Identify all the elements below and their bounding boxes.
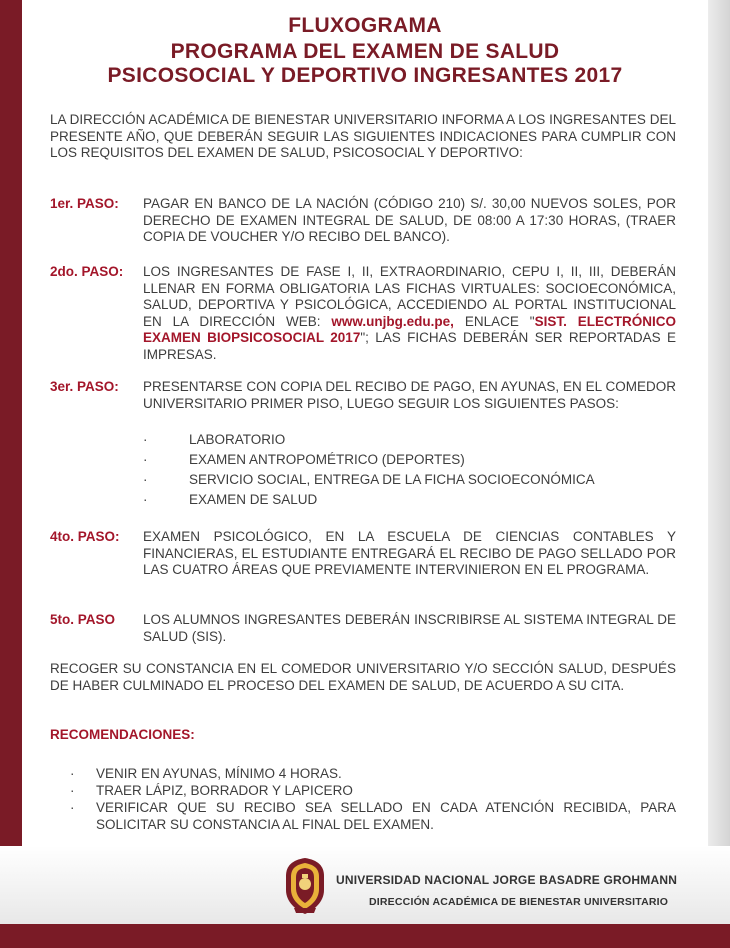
- step-2-text-a: LOS INGRESANTES DE FASE I, II, EXTRAORDINARIO, CEPU I, II, III, DEBERÁN LLENAR EN FORMA OBLIGATORIA LAS FICHAS VIRTUALES: SOCIOECONÓMICA, SALUD, DEPORTIVA Y PSICOLÓGICA, ACCEDIENDO AL PORTAL INSTITUCIONAL EN LA DIRECCIÓN WEB:: [143, 264, 676, 329]
- step-1-label: 1er. PASO:: [50, 196, 119, 211]
- step-4-label: 4to. PASO:: [50, 529, 120, 544]
- list-item: · TRAER LÁPIZ, BORRADOR Y LAPICERO: [70, 783, 353, 798]
- step-3-label: 3er. PASO:: [50, 379, 119, 394]
- step-1-text: PAGAR EN BANCO DE LA NACIÓN (CÓDIGO 210) S/. 30,00 NUEVOS SOLES, POR DERECHO DE EXAMEN INTEGRAL DE SALUD, DE 08:00 A 17:30 HORAS, (TRAER COPIA DE VOUCHER Y/O RECIBO DEL BANCO).: [143, 196, 676, 244]
- step-3-text: PRESENTARSE CON COPIA DEL RECIBO DE PAGO, EN AYUNAS, EN EL COMEDOR UNIVERSITARIO PRIMER PISO, LUEGO SEGUIR LOS SIGUIENTES PASOS:: [143, 379, 676, 411]
- title-line-1: FLUXOGRAMA: [288, 14, 442, 37]
- system-link[interactable]: SIST. ELECTRÓNICO EXAMEN BIOPSICOSOCIAL 2017: [143, 313, 676, 345]
- university-name: UNIVERSIDAD NACIONAL JORGE BASADRE GROHMANN: [336, 873, 678, 887]
- recommendations-list: [70, 765, 676, 833]
- list-item: · EXAMEN DE SALUD: [143, 492, 318, 507]
- portal-link[interactable]: www.unjbg.edu.pe,: [331, 313, 454, 329]
- list-item: · LABORATORIO: [143, 432, 286, 447]
- right-frame-bar: [708, 0, 730, 948]
- list-item: · SERVICIO SOCIAL, ENTREGA DE LA FICHA SOCIOECONÓMICA: [143, 472, 595, 487]
- step-5-text: LOS ALUMNOS INGRESANTES DEBERÁN INSCRIBIRSE AL SISTEMA INTEGRAL DE SALUD (SIS).: [143, 612, 676, 644]
- list-item: · VERIFICAR QUE SU RECIBO SEA SELLADO EN CADA ATENCIÓN RECIBIDA, PARA SOLICITAR SU CONSTANCIA AL FINAL DEL EXAMEN.: [70, 800, 676, 832]
- list-item: · VENIR EN AYUNAS, MÍNIMO 4 HORAS.: [70, 766, 342, 781]
- left-frame-bar: [0, 0, 22, 948]
- document-body: [30, 0, 700, 948]
- step-2-label: 2do. PASO:: [50, 264, 124, 279]
- title-line-3: PSICOSOCIAL Y DEPORTIVO INGRESANTES 2017: [107, 64, 623, 87]
- step-5-label: 5to. PASO: [50, 612, 116, 627]
- intro-paragraph: LA DIRECCIÓN ACADÉMICA DE BIENESTAR UNIVERSITARIO INFORMA A LOS INGRESANTES DEL PRESENTE AÑO, QUE DEBERÁN SEGUIR LAS SIGUIENTES INDICACIONES PARA CUMPLIR CON LOS REQUISITOS DEL EXAMEN DE SALUD, PSICOSOCIAL Y DEPORTIVO:: [50, 112, 676, 160]
- bottom-frame-bar: [22, 924, 730, 948]
- step-4-text: EXAMEN PSICOLÓGICO, EN LA ESCUELA DE CIENCIAS CONTABLES Y FINANCIERAS, EL ESTUDIANTE ENTREGARÁ EL RECIBO DE PAGO SELLADO POR LAS CUATRO ÁREAS QUE PREVIAMENTE INTERVINIERON EN EL PROGRAMA.: [143, 529, 676, 577]
- step-2-text: [143, 264, 676, 363]
- closing-paragraph: RECOGER SU CONSTANCIA EN EL COMEDOR UNIVERSITARIO Y/O SECCIÓN SALUD, DESPUÉS DE HABER CULMINADO EL PROCESO DEL EXAMEN DE SALUD, DE ACUERDO A SU CITA.: [50, 661, 676, 693]
- university-seal-icon: [282, 856, 328, 916]
- recommendations-title: RECOMENDACIONES:: [50, 727, 195, 742]
- step-3-sublist: [143, 430, 676, 510]
- list-item: · EXAMEN ANTROPOMÉTRICO (DEPORTES): [143, 452, 465, 467]
- step-2-text-b: ENLACE ": [453, 313, 535, 329]
- title-line-2: PROGRAMA DEL EXAMEN DE SALUD: [170, 40, 560, 63]
- step-2-text-c: "; LAS FICHAS DEBERÁN SER REPORTADAS E IMPRESAS.: [143, 330, 676, 362]
- department-name: DIRECCIÓN ACADÉMICA DE BIENESTAR UNIVERSITARIO: [369, 896, 669, 908]
